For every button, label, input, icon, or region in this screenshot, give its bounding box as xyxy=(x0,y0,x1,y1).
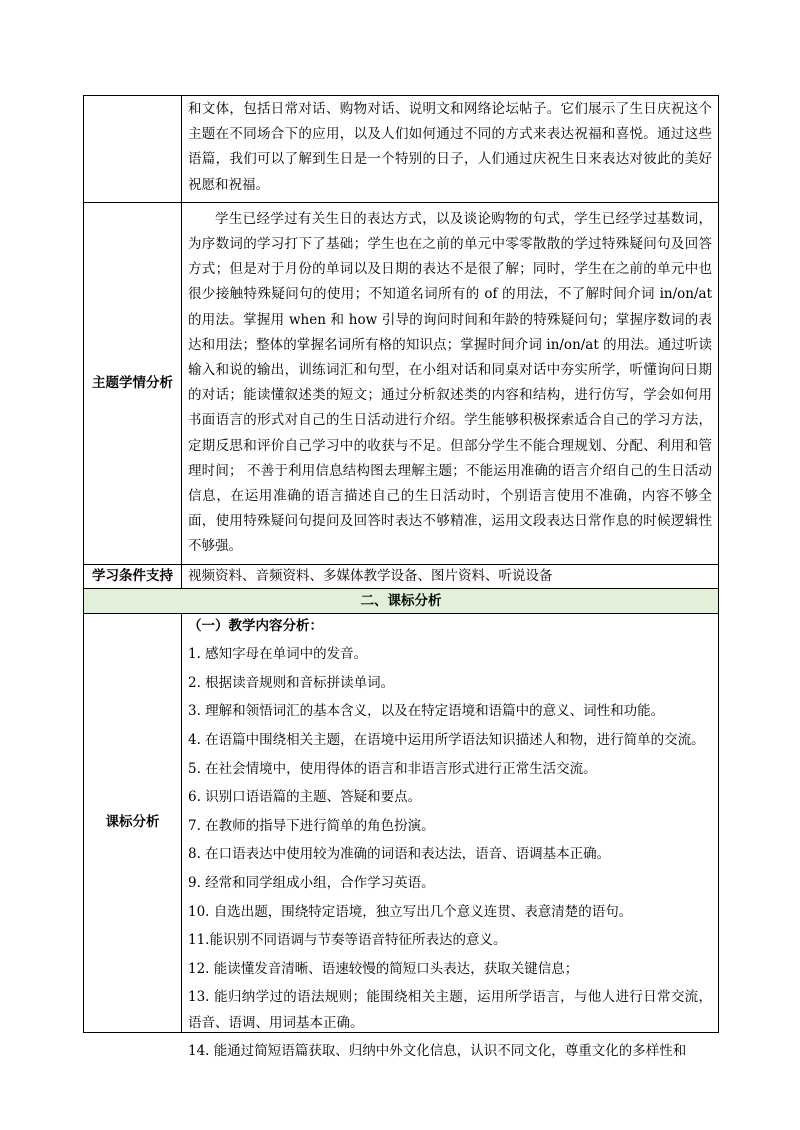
curriculum-item: 6. 识别口语语篇的主题、答疑和要点。 xyxy=(188,789,422,806)
curriculum-item: 8. 在口语表达中使用较为准确的词语和表达法，语音、语调基本正确。 xyxy=(188,846,611,863)
section-header-row xyxy=(84,588,719,613)
study-analysis-text: 学生已经学过有关生日的表达方式，以及谈论购物的句式，学生已经学过基数词，为序数词的学习打下了基础；学生也在之前的单元中零零散散的学过特殊疑问句及回答方式；但是对于月份的单词以及日期的表达不是很了解；同时，学生在之前的单元中也很少接触特殊疑问句的使用；不知道名词所有的 of 的用法，不了解时间介词 in/on/at 的用法。掌握用 when 和 how 引导的询问时间和年龄的特殊疑问句；掌握序数词的表达和用法；整体的掌握名词所有格的知识点；掌握时间介词 in/on/at 的用法。通过听读输入和说的输出，训练词汇和句型，在小组对话和同桌对话中夯实所学，听懂询问日期的对话；能读懂叙述类的短文；通过分析叙述类的内容和结构，进行仿写，学会如何用书面语言的形式对自己的生日活动进行介绍。学生能够积极探索适合自己的学习方法，定期反思和评价自己学习中的收获与不足。但部分学生不能合理规划、分配、利用和管理时间； 不善于利用信息结构图去理解主题；不能运用准确的语言介绍自己的生日活动信息，在运用准确的语言描述自己的生日活动时，个别语言使用不准确，内容不够全面，使用特殊疑问句提问及回答时表达不够精准，运用文段表达日常作息的时候逻辑性不够强。 xyxy=(188,210,712,555)
continued-row xyxy=(84,96,719,203)
curriculum-item: 10. 自选出题，围绕特定语境，独立写出几个意义连贯、表意清楚的语句。 xyxy=(188,903,633,920)
continued-text: 和文体，包括日常对话、购物对话、说明文和网络论坛帖子。它们展示了生日庆祝这个主题在不同场合下的应用，以及人们如何通过不同的方式来表达祝福和喜悦。通过这些语篇，我们可以了解到生日是一个特别的日子，人们通过庆祝生日来表达对彼此的美好祝愿和祝福。 xyxy=(188,101,712,193)
support-row xyxy=(84,564,719,588)
support-text: 视频资料、音频资料、多媒体教学设备、图片资料、听说设备 xyxy=(188,567,553,584)
curriculum-content xyxy=(188,614,712,1060)
curriculum-item: 2. 根据读音规则和音标拼读单词。 xyxy=(188,674,395,691)
study-analysis-cell xyxy=(182,202,719,564)
curriculum-item: 1. 感知字母在单词中的发音。 xyxy=(188,646,368,663)
curriculum-item: 3. 理解和领悟词汇的基本含义，以及在特定语境和语篇中的意义、词性和功能。 xyxy=(188,703,665,720)
continued-label-cell xyxy=(84,96,182,203)
support-cell xyxy=(182,564,719,588)
curriculum-item: 14. 能通过简短语篇获取、归纳中外文化信息，认识不同文化，尊重文化的多样性和 xyxy=(188,1043,687,1060)
curriculum-item: 5. 在社会情境中，使用得体的语言和非语言形式进行正常生活交流。 xyxy=(188,760,597,777)
curriculum-item: 4. 在语篇中围绕相关主题，在语境中运用所学语法知识描述人和物，进行简单的交流。 xyxy=(188,732,705,749)
curriculum-item: 13. 能归纳学过的语法规则；能围绕相关主题，运用所学语言，与他人进行日常交流，语音、语调、用词基本正确。 xyxy=(188,989,712,1031)
section-title: 二、课标分析 xyxy=(84,588,719,613)
curriculum-subhead: （一）教学内容分析： xyxy=(188,617,323,634)
lesson-plan-table xyxy=(83,95,719,1060)
study-analysis-row xyxy=(84,202,719,564)
curriculum-item: 7. 在教师的指导下进行简单的角色扮演。 xyxy=(188,817,435,834)
study-analysis-label: 主题学情分析 xyxy=(84,202,182,564)
support-label: 学习条件支持 xyxy=(84,564,182,588)
curriculum-row xyxy=(84,613,719,1032)
continued-content-cell xyxy=(182,96,719,203)
curriculum-item: 9. 经常和同学组成小组，合作学习英语。 xyxy=(188,875,435,891)
curriculum-item: 11.能识别不同语调与节奏等语音特征所表达的意义。 xyxy=(188,932,507,949)
curriculum-label: 课标分析 xyxy=(84,613,182,1032)
curriculum-item: 12. 能读懂发音清晰、语速较慢的简短口头表达，获取关键信息； xyxy=(188,960,579,977)
curriculum-cell xyxy=(182,613,719,1060)
